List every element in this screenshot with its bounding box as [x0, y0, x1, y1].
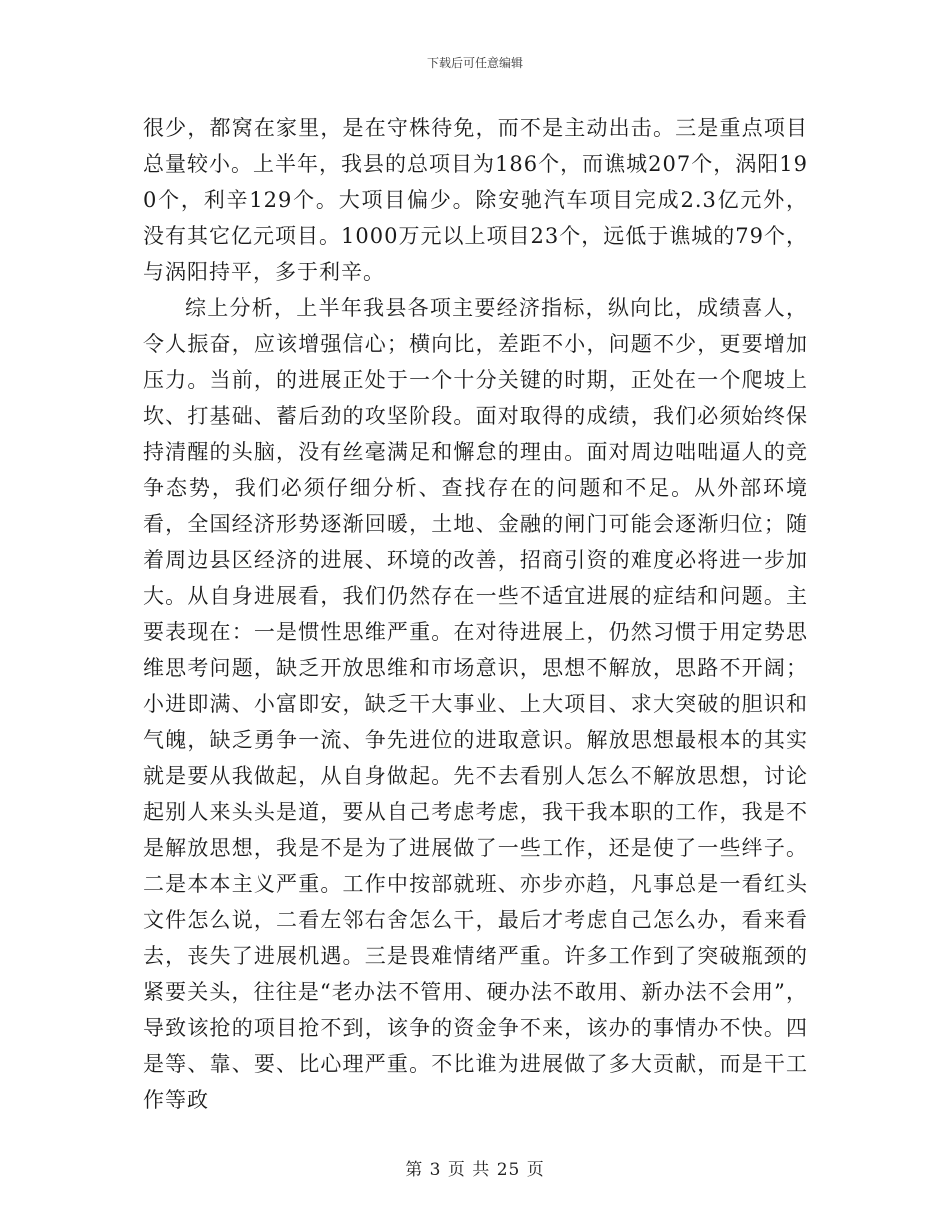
document-body [143, 110, 808, 1118]
paragraph-1: 很少，都窝在家里，是在守株待免，而不是主动出击。三是重点项目总量较小。上半年，我县的总项目为186个，而谯城207个，涡阳190个，利辛129个。大项目偏少。除安驰汽车项目完成2.3亿元外，没有其它亿元项目。1000万元以上项目23个，远低于谯城的79个，与涡阳持平，多于利辛。 [143, 116, 808, 284]
page-number-footer: 第 3 页 共 25 页 [405, 1160, 545, 1180]
page-header: 下载后可任意编辑 [426, 56, 523, 70]
paragraph-2: 综上分析，上半年我县各项主要经济指标，纵向比，成绩喜人，令人振奋，应该增强信心；横向比，差距不小，问题不少，更要增加压力。当前，的进展正处于一个十分关键的时期，正处在一个爬坡上坎、打基础、蓄后劲的攻坚阶段。面对取得的成绩，我们必须始终保持清醒的头脑，没有丝毫满足和懈怠的理由。面对周边咄咄逼人的竞争态势，我们必须仔细分析、查找存在的问题和不足。从外部环境看，全国经济形势逐渐回暖，土地、金融的闸门可能会逐渐归位；随着周边县区经济的进展、环境的改善，招商引资的难度必将进一步加大。从自身进展看，我们仍然存在一些不适宜进展的症结和问题。主要表现在：一是惯性思维严重。在对待进展上，仍然习惯于用定势思维思考问题，缺乏开放思维和市场意识，思想不解放，思路不开阔；小进即满、小富即安，缺乏干大事业、上大项目、求大突破的胆识和气魄，缺乏勇争一流、争先进位的进取意识。解放思想最根本的其实就是要从我做起，从自身做起。先不去看别人怎么不解放思想，讨论起别人来头头是道，要从自己考虑考虑，我干我本职的工作，我是不是解放思想，我是不是为了进展做了一些工作，还是使了一些绊子。二是本本主义严重。工作中按部就班、亦步亦趋，凡事总是一看红头文件怎么说，二看左邻右舍怎么干，最后才考虑自己怎么办，看来看去，丧失了进展机遇。三是畏难情绪严重。许多工作到了突破瓶颈的紧要关头，往往是“老办法不管用、硬办法不敢用、新办法不会用”，导致该抢的项目抢不到，该争的资金争不来，该办的事情办不快。四是等、靠、要、比心理严重。不比谁为进展做了多大贡献，而是干工作等政 [143, 296, 808, 1112]
